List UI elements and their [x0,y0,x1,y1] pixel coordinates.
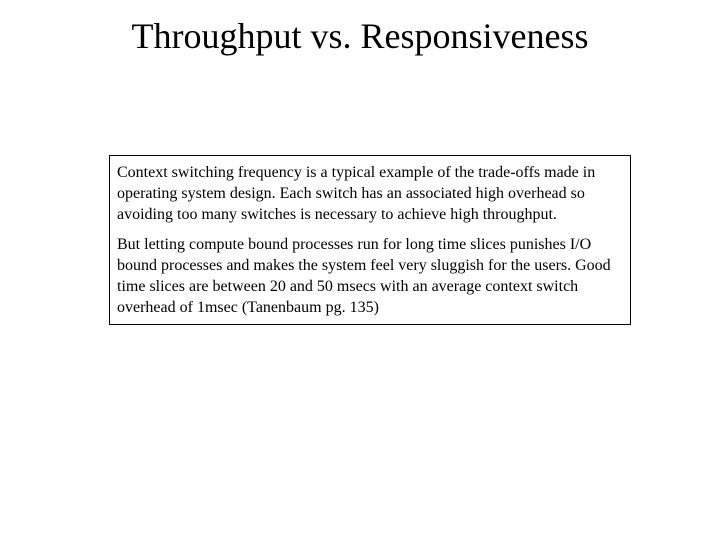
paragraph-context-switching: Context switching frequency is a typical example of the trade-offs made in operating system design. Each switch has an associated high overhead so avoiding too many switches is necessary to achieve high throughput. [117,164,596,223]
text-box [109,155,631,325]
paragraph-time-slices: But letting compute bound processes run for long time slices punishes I/O bound processes and makes the system feel very sluggish for the users. Good time slices are between 20 and 50 msecs with an average context switch overhead of 1msec (Tanenbaum pg. 135) [117,236,611,316]
slide-title: Throughput vs. Responsiveness [131,16,589,56]
